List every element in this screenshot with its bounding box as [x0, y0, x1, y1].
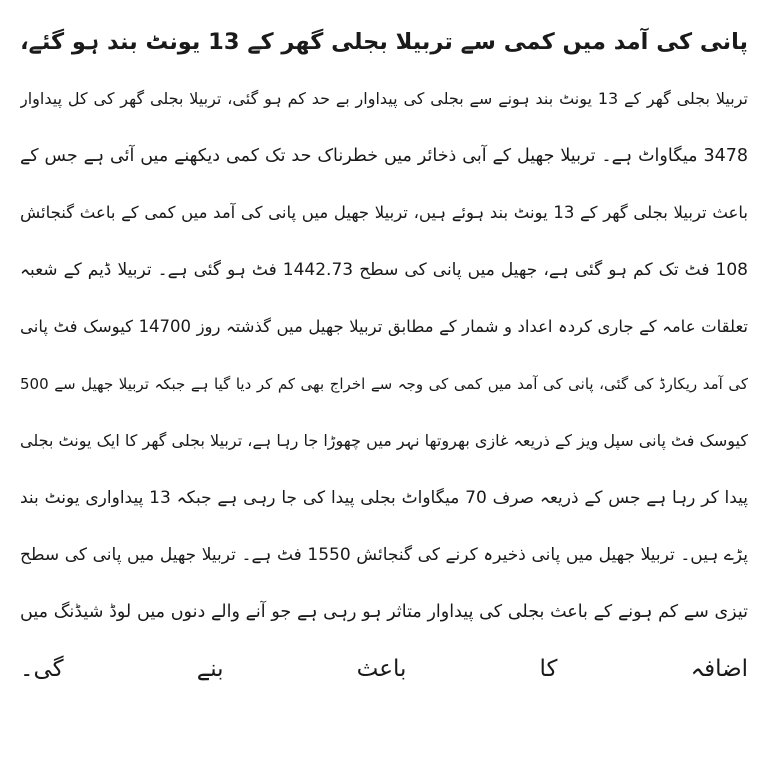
- article-line: پڑے ہیں۔ تربیلا جھیل میں پانی ذخیرہ کرنے کی گنجائش 1550 فٹ ہے۔ تربیلا جھیل میں پانی کی سطح: [20, 545, 748, 565]
- article-headline: پانی کی آمد میں کمی سے تربیلا بجلی گھر کے 13 یونٹ بند ہو گئے،: [20, 29, 748, 55]
- article-line: کیوسک فٹ پانی سپل ویز کے ذریعہ غازی بھروتھا نہر میں چھوڑا جا رہا ہے، تربیلا بجلی گھر کا ایک یونٹ بجلی: [20, 431, 748, 450]
- article-line: پیدا کر رہا ہے جس کے ذریعہ صرف 70 میگاواٹ بجلی پیدا کی جا رہی ہے جبکہ 13 پیداواری یونٹ بند: [20, 488, 748, 508]
- article-line: تعلقات عامہ کے جاری کردہ اعداد و شمار کے مطابق تربیلا جھیل میں گذشتہ روز 14700 کیوسک فٹ پانی: [20, 317, 748, 336]
- article-line-last: [20, 700, 748, 752]
- article-line: اضافہ کا باعث بنے گی۔: [20, 656, 748, 682]
- article-line: 3478 میگاواٹ ہے۔ تربیلا جھیل کے آبی ذخائر میں خطرناک حد تک کمی دیکھنے میں آئی ہے جس کے: [20, 146, 748, 166]
- article-line: باعث تربیلا بجلی گھر کے 13 یونٹ بند ہوئے ہیں، تربیلا جھیل میں پانی کی آمد میں کمی کے باعث گنجائش: [20, 203, 748, 222]
- article-line: تربیلا بجلی گھر کے 13 یونٹ بند ہونے سے بجلی کی پیداوار بے حد کم ہو گئی، تربیلا بجلی گھر کی کل پیداوار: [20, 89, 748, 108]
- article-line: تیزی سے کم ہونے کے باعث بجلی کی پیداوار متاثر ہو رہی ہے جو آنے والے دنوں میں لوڈ شیڈنگ میں: [20, 602, 748, 622]
- article-line: کی آمد ریکارڈ کی گئی، پانی کی آمد میں کمی کی وجہ سے اخراج بھی کم کر دیا گیا ہے جبکہ تربیلا جھیل سے 500: [20, 375, 748, 393]
- article-line: 108 فٹ تک کم ہو گئی ہے، جھیل میں پانی کی سطح 1442.73 فٹ ہو گئی ہے۔ تربیلا ڈیم کے شعبہ: [20, 260, 748, 280]
